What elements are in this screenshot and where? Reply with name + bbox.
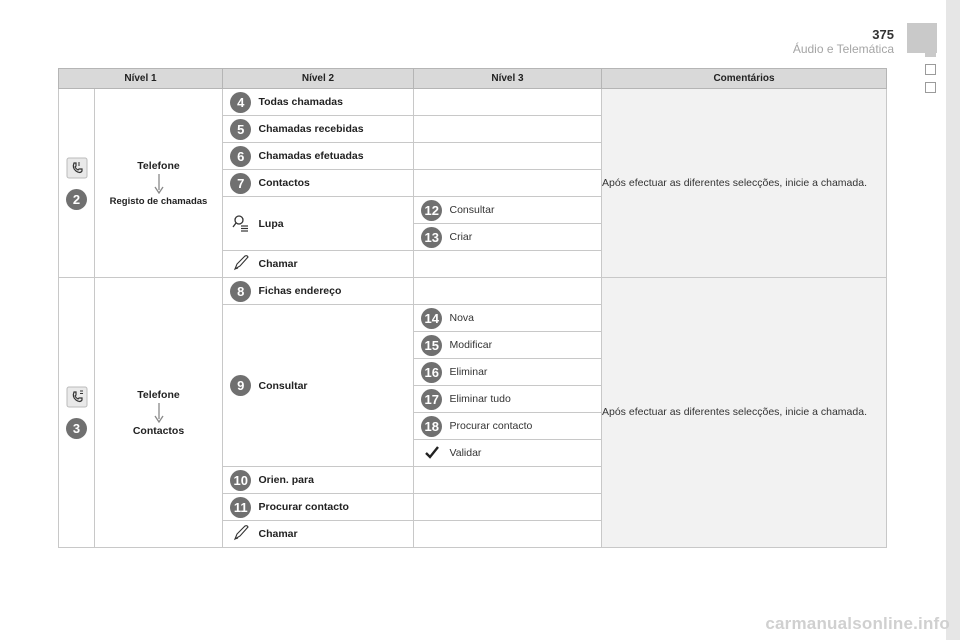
level3-label: Modificar [450,332,602,359]
header-level1: Nível 1 [59,69,223,89]
level2-label: Chamadas recebidas [259,116,414,143]
level3-label: Nova [450,305,602,332]
arrow-down-icon [154,403,164,423]
group-number-badge: 3 [66,418,87,439]
level2-label: Procurar contacto [259,494,414,521]
level3-empty [414,116,602,143]
level3-number-cell [414,413,450,440]
level3-empty [414,89,602,116]
level2-label: Chamar [259,251,414,278]
comment-cell: Após efectuar as diferentes selecções, inicie a chamada. [602,89,887,278]
header-level3: Nível 3 [414,69,602,89]
level3-icon-cell [414,440,450,467]
level2-number-cell [223,89,259,116]
level2-number-cell [223,143,259,170]
table-row [59,278,887,305]
level3-label: Eliminar [450,359,602,386]
level2-number-cell [223,170,259,197]
level2-label: Contactos [259,170,414,197]
level3-empty [414,143,602,170]
level3-number-cell [414,359,450,386]
step-badge: 15 [421,335,442,356]
header-level2: Nível 2 [223,69,414,89]
step-badge: 17 [421,389,442,410]
arrow-down-icon [154,174,164,194]
level3-number-cell [414,386,450,413]
chapter-indicator [925,64,936,75]
level1-subtitle: Registo de chamadas [109,195,208,207]
level3-label: Criar [450,224,602,251]
step-badge: 12 [421,200,442,221]
step-badge: 5 [230,119,251,140]
level1-title: Telefone [137,388,180,401]
step-badge: 6 [230,146,251,167]
watermark-text: carmanualsonline.info [765,614,950,633]
level1-subtitle: Contactos [132,424,185,437]
level2-number-cell [223,278,259,305]
phone-log-icon [66,157,88,179]
page-side-strip [946,0,960,640]
level3-label: Validar [450,440,602,467]
step-badge: 16 [421,362,442,383]
level3-label: Procurar contacto [450,413,602,440]
level2-label: Chamadas efetuadas [259,143,414,170]
group-icon-cell [59,278,95,548]
level3-empty [414,278,602,305]
step-badge: 4 [230,92,251,113]
step-badge: 11 [230,497,251,518]
level2-icon-cell [223,251,259,278]
chapter-indicator [925,82,936,93]
header-comments: Comentários [602,69,887,89]
step-badge: 8 [230,281,251,302]
level3-label: Eliminar tudo [450,386,602,413]
magnifier-list-icon [230,213,252,235]
group-number-badge: 2 [66,189,87,210]
checkmark-icon [421,442,443,464]
level2-label: Lupa [259,197,414,251]
phone-contacts-icon [66,386,88,408]
level2-label: Todas chamadas [259,89,414,116]
step-badge: 13 [421,227,442,248]
level3-number-cell [414,197,450,224]
table-header-row [59,69,887,89]
section-title: Áudio e Telemática [792,42,894,56]
level3-empty [414,521,602,548]
step-badge: 10 [230,470,251,491]
level2-number-cell [223,305,259,467]
step-badge: 7 [230,173,251,194]
step-badge: 9 [230,375,251,396]
level2-number-cell [223,116,259,143]
level2-icon-cell [223,197,259,251]
menu-table [58,68,887,548]
level1-title: Telefone [137,159,180,172]
level2-number-cell [223,467,259,494]
level3-empty [414,494,602,521]
page-number: 375 [872,27,894,42]
level1-cell [95,89,223,278]
pencil-icon [230,253,252,275]
pencil-icon [230,523,252,545]
level2-icon-cell [223,521,259,548]
group-icon-cell [59,89,95,278]
level2-label: Consultar [259,305,414,467]
level1-cell [95,278,223,548]
level3-empty [414,467,602,494]
step-badge: 18 [421,416,442,437]
level3-number-cell [414,305,450,332]
level2-label: Chamar [259,521,414,548]
chapter-indicator-active [925,46,936,57]
level3-number-cell [414,224,450,251]
comment-cell: Após efectuar as diferentes selecções, inicie a chamada. [602,278,887,548]
level3-label: Consultar [450,197,602,224]
table-row [59,89,887,116]
level2-label: Orien. para [259,467,414,494]
level3-empty [414,251,602,278]
level3-number-cell [414,332,450,359]
level2-number-cell [223,494,259,521]
step-badge: 14 [421,308,442,329]
level2-label: Fichas endereço [259,278,414,305]
level3-empty [414,170,602,197]
